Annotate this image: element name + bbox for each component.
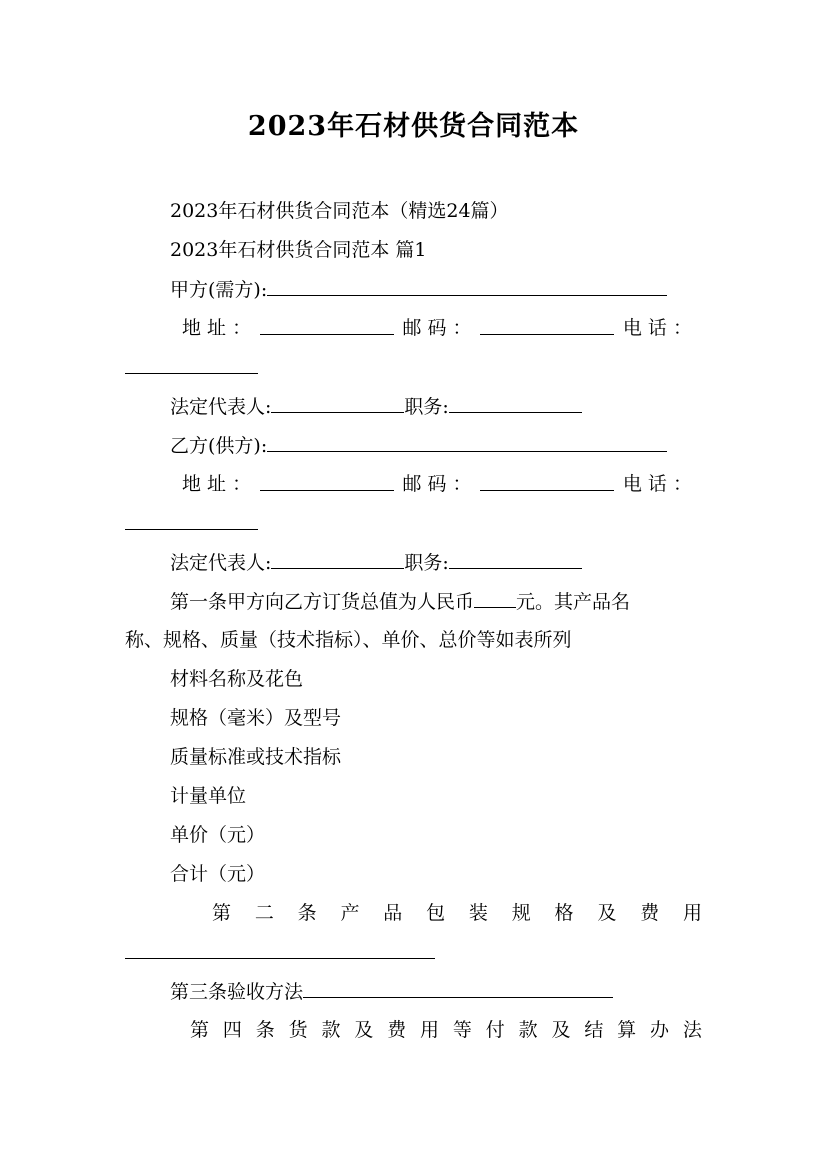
article-2-blank-line [125,940,435,965]
zip-label: 邮 码 ： [402,473,472,495]
article-4-line: 第 四 条 货 款 及 费 用 等 付 款 及 结 算 办 法 [190,1019,702,1041]
article-3-line [170,979,613,1004]
article-1-continued: 称、规格、质量（技术指标）、单价、总价等如表所列 [125,629,572,651]
phone-blank-line [125,511,258,536]
zip-blank [480,472,614,491]
party-b-address-line [182,472,692,496]
position-label: 职务: [404,396,449,418]
table-item-unit: 计量单位 [170,785,247,807]
position-blank [449,550,582,569]
party-b-label: 乙方(供方): [170,435,268,457]
party-a-label: 甲方(需方): [170,279,268,301]
party-b-blank [267,433,667,452]
legal-rep-blank [271,394,404,413]
legal-rep-label: 法定代表人: [170,396,272,418]
subtitle-line: 2023年石材供货合同范本（精选24篇） [170,200,509,222]
party-b-line [170,433,667,458]
address-blank [260,472,394,491]
article-1-text-a: 第一条甲方向乙方订货总值为人民币 [170,591,475,613]
table-item-total: 合计（元） [170,863,266,885]
party-a-rep-line [170,394,582,419]
section-heading: 2023年石材供货合同范本 篇1 [170,239,427,261]
article-1-line [170,589,630,614]
article-1-text-b: 元。其产品名 [516,591,631,613]
phone-label: 电 话 ： [622,473,692,495]
address-blank [260,316,394,335]
party-a-blank [267,277,667,296]
legal-rep-label: 法定代表人: [170,552,272,574]
zip-label: 邮 码 ： [402,317,472,339]
table-item-material: 材料名称及花色 [170,668,304,690]
legal-rep-blank [271,550,404,569]
article-3-text: 第三条验收方法 [170,981,304,1003]
document-title: 2023年石材供货合同范本 [247,111,580,142]
position-label: 职务: [404,552,449,574]
phone-blank-line [125,355,258,380]
party-a-line [170,277,667,302]
address-label: 地 址 ： [182,473,252,495]
table-item-price: 单价（元） [170,824,266,846]
phone-blank [125,511,258,530]
article-2-blank [125,940,435,959]
amount-blank [474,589,516,608]
position-blank [449,394,582,413]
party-b-rep-line [170,550,582,575]
zip-blank [480,316,614,335]
phone-label: 电 话 ： [622,317,692,339]
table-item-quality: 质量标准或技术指标 [170,746,342,768]
article-2-line: 第 二 条 产 品 包 装 规 格 及 费 用 [212,902,702,924]
article-3-blank [303,979,613,998]
party-a-address-line [182,316,692,340]
table-item-spec: 规格（毫米）及型号 [170,707,342,729]
phone-blank [125,355,258,374]
address-label: 地 址 ： [182,317,252,339]
